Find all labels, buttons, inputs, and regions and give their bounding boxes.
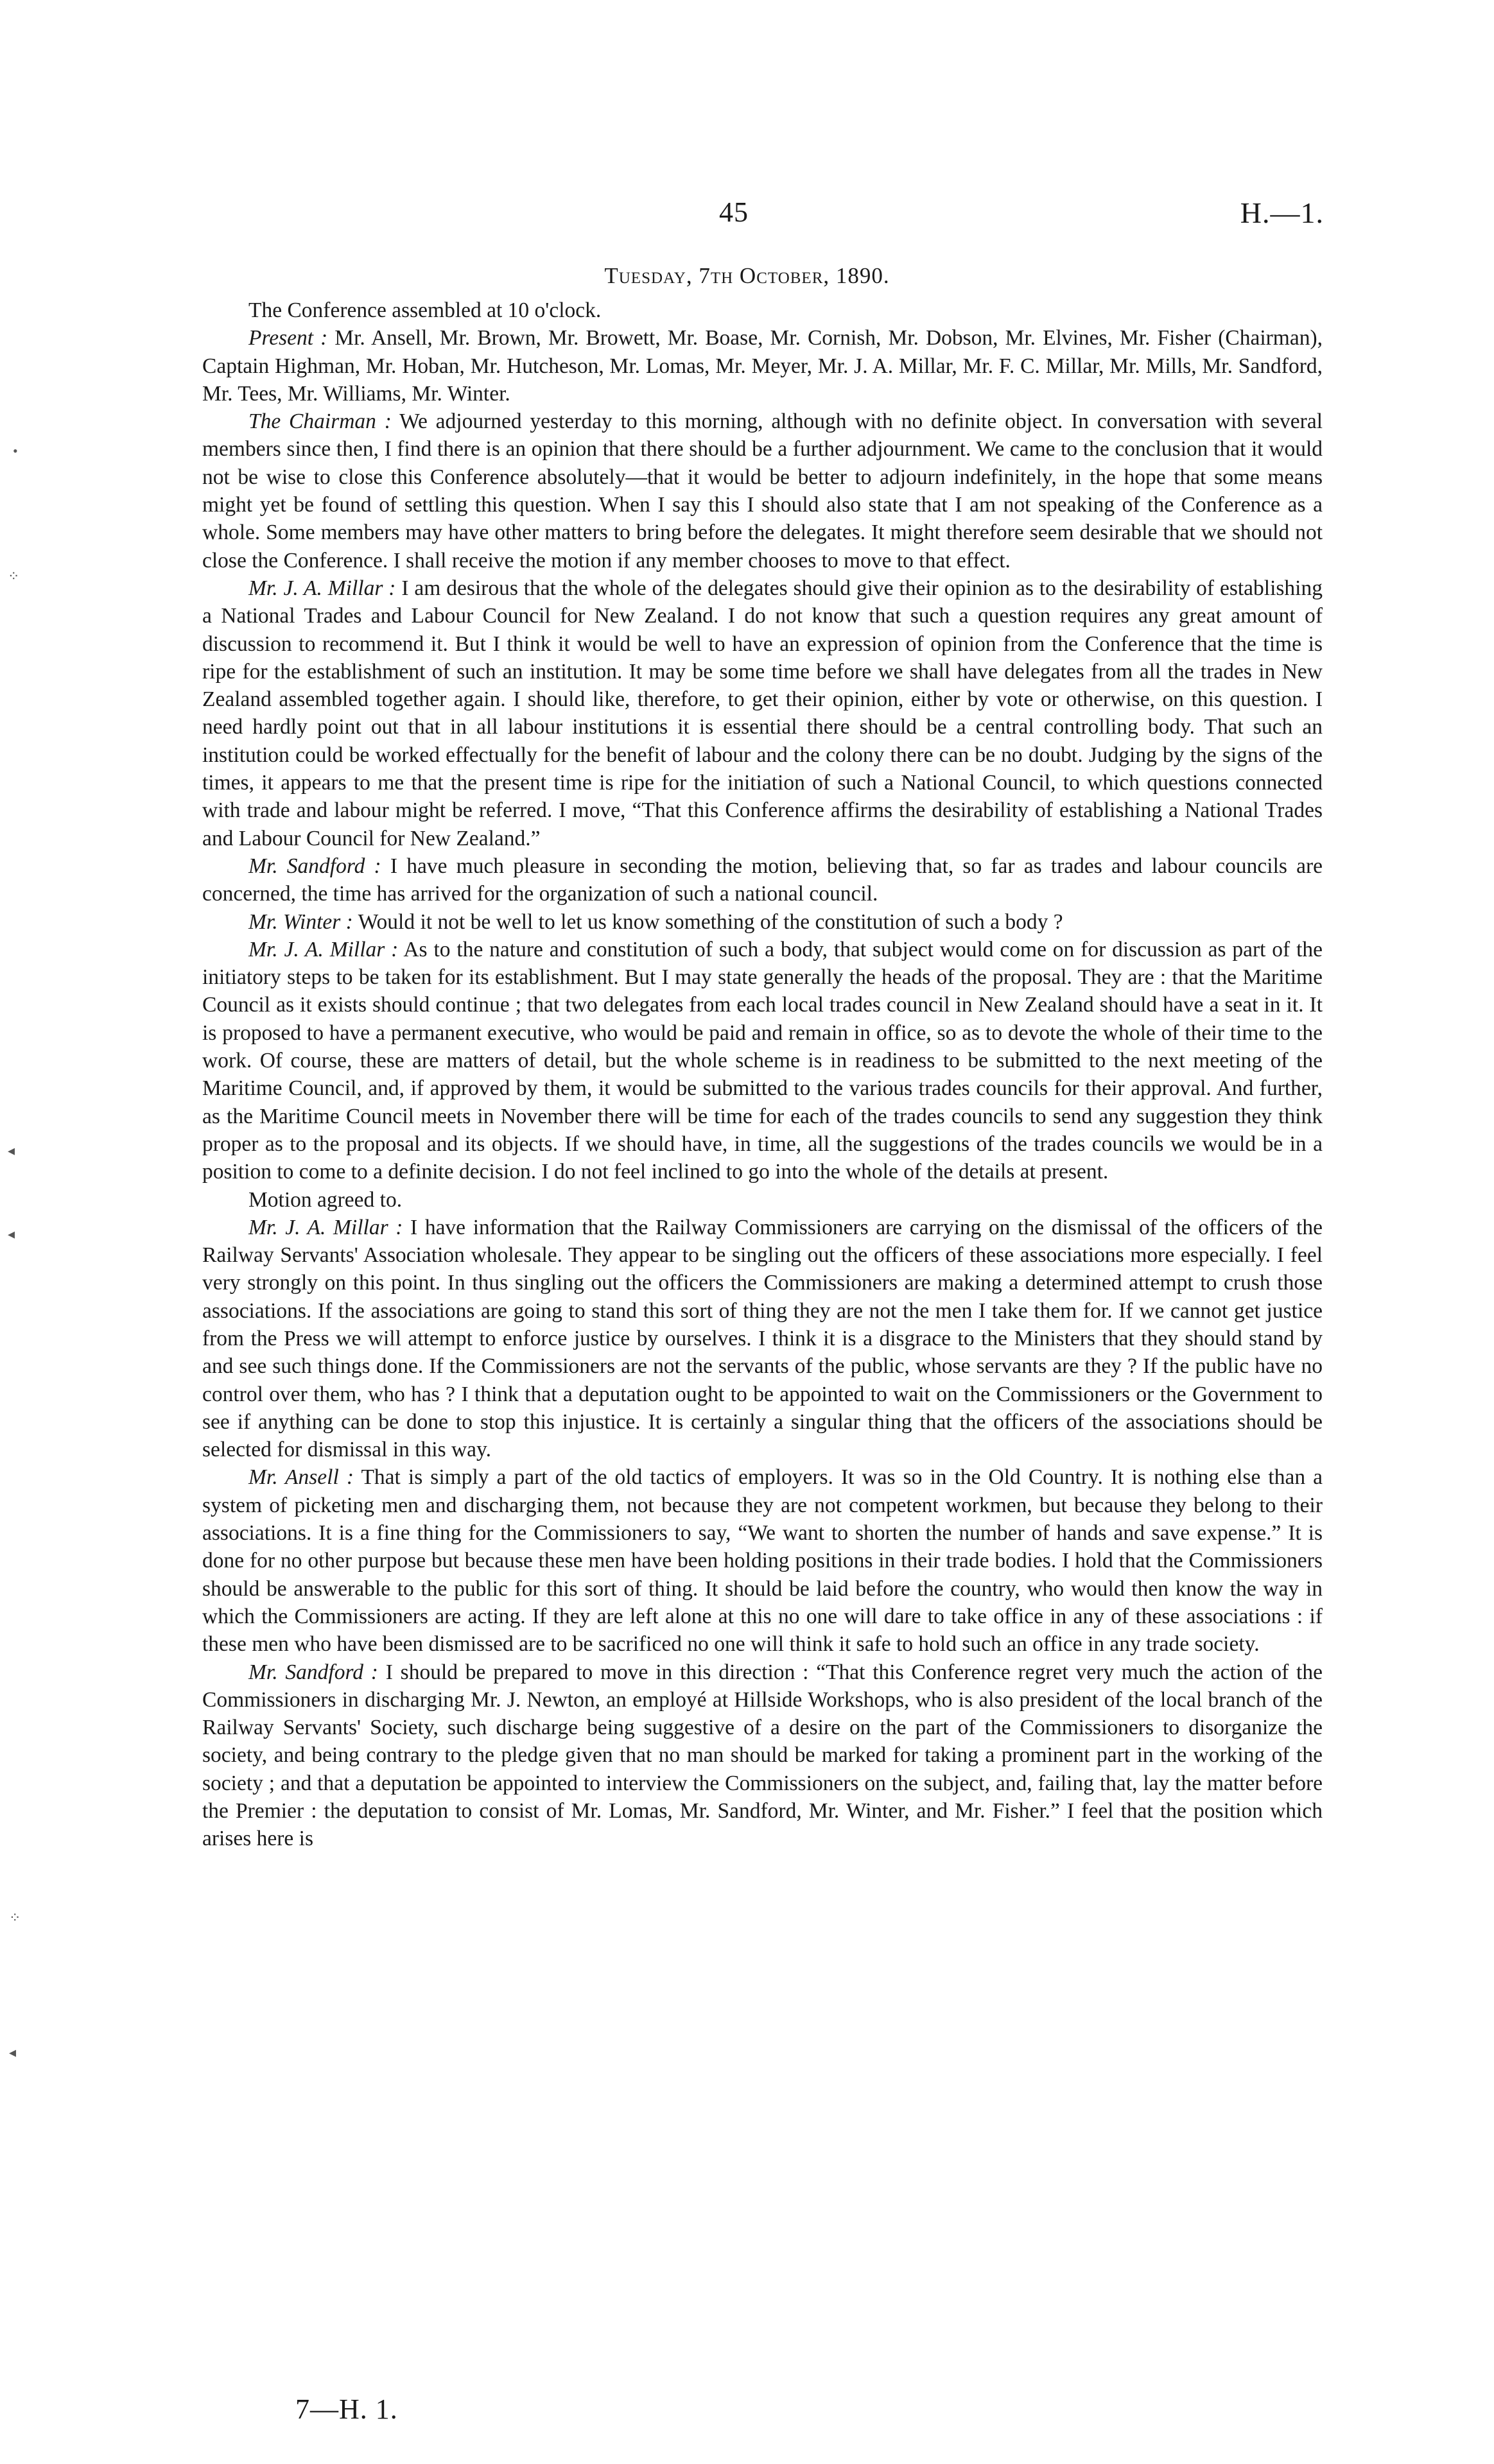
speaker-label: Mr. Winter :: [248, 909, 353, 934]
speaker-label: Mr. Ansell :: [248, 1465, 354, 1490]
paragraph-text: I have information that the Railway Commissioners are carrying on the dismissal of the officers of the Railway Servants' Association wholesale. They appear to be singling out the officers of these associations more especially. I feel very strongly on this point. In thus singling out the officers the Commissioners are making a determined attempt to crush those associations. If the associations are going to stand this sort of thing they are not the men I take them for. If we cannot get justice from the Press we will attempt to enforce justice by ourselves. I think it is a disgrace to the Ministers that they should stand by and see such things done. If the Commissioners are not the servants of the public, whose servants are they ? If the public have no control over them, who has ? I think that a deputation ought to be appointed to wait on the Commissioners or the Government to see if anything can be done to stop this injustice. It is certainly a singular thing that the officers of the associations should be selected for dismissal in this way.: [202, 1215, 1323, 1462]
speaker-label: Present :: [248, 326, 328, 350]
margin-scan-mark: ◂: [8, 1226, 15, 1242]
footer-signature-ref: 7—H. 1.: [295, 2393, 398, 2425]
paragraph-text: Would it not be well to let us know something of the constitution of such a body ?: [352, 909, 1063, 934]
margin-scan-mark: ⁘: [9, 1909, 21, 1926]
paragraph: [202, 852, 1323, 908]
speaker-label: Mr. Sandford :: [248, 1660, 378, 1684]
paragraph: [202, 1186, 1323, 1214]
paragraph-text: We adjourned yesterday to this morning, although with no definite object. In conversation with several members since then, I find there is an opinion that there should be a further adjournment. We came to the conclusion that it would not be wise to close this Conference absolutely—that it would be better to adjourn indefinitely, in the hope that some means might yet be found of settling this question. When I say this I should also state that I am not speaking of the Conference as a whole. Some members may have other matters to bring before the delegates. It might therefore seem desirable that we should not close the Conference. I shall receive the motion if any member chooses to move to that effect.: [202, 409, 1323, 573]
paragraph: [202, 908, 1323, 936]
margin-scan-mark: •: [13, 443, 18, 459]
speaker-label: Mr. J. A. Millar :: [248, 937, 399, 961]
paragraph-text: That is simply a part of the old tactics of employers. It was so in the Old Country. It is nothing else than a system of picketing men and discharging them, not because they are not competent workmen, but because they belong to their associations. It is a fine thing for the Commissioners to say, “We want to shorten the number of hands and save expense.” It is done for no other purpose but because these men have been holding positions in their trade bodies. I hold that the Commissioners should be answerable to the public for this sort of thing. It should be laid before the country, who would then know the way in which the Commissioners are acting. If they are left alone at this no one will dare to take office in any of these associations : if these men who have been dismissed are to be sacrificed no one will think it safe to hold such an office in any trade society.: [202, 1465, 1323, 1657]
margin-scan-mark: ◂: [8, 1142, 15, 1159]
paragraph: [202, 1214, 1323, 1464]
margin-scan-mark: ◂: [9, 2044, 17, 2060]
speaker-label: The Chairman :: [248, 409, 392, 434]
paragraph-text: The Conference assembled at 10 o'clock.: [248, 298, 602, 322]
paragraph: [202, 1658, 1323, 1853]
margin-scan-mark: ⁘: [8, 568, 20, 584]
paper-reference: H.—1.: [1240, 196, 1324, 229]
paragraph-text: I have much pleasure in seconding the motion, believing that, so far as trades and labour councils are concerned, the time has arrived for the organization of such a national council.: [202, 854, 1323, 906]
paragraph: [202, 324, 1323, 408]
paragraph: [202, 297, 1323, 324]
speaker-label: Mr. Sandford :: [248, 854, 381, 878]
page-number: 45: [719, 196, 749, 228]
paragraph-text: Motion agreed to.: [248, 1187, 403, 1212]
date-heading: Tuesday, 7th October, 1890.: [604, 263, 890, 288]
paragraph-text: I should be prepared to move in this direction : “That this Conference regret very much the action of the Commissioners in discharging Mr. J. Newton, an employé at Hillside Workshops, who is also president of the local branch of the Railway Servants' Society, such discharge being suggestive of a desire on the part of the Commissioners to disorganize the society, and being contrary to the pledge given that no man should be marked for taking a prominent part in the working of the society ; and that a deputation be appointed to interview the Commissioners on the subject, and, failing that, lay the matter before the Premier : the deputation to consist of Mr. Lomas, Mr. Sandford, Mr. Winter, and Mr. Fisher.” I feel that the position which arises here is: [202, 1660, 1323, 1851]
paragraph: [202, 408, 1323, 574]
paragraph: [202, 936, 1323, 1186]
paragraph: [202, 574, 1323, 852]
speaker-label: Mr. J. A. Millar :: [248, 576, 396, 600]
paragraph-text: I am desirous that the whole of the delegates should give their opinion as to the desirability of establishing a National Trades and Labour Council for New Zealand. I do not know that such a question requires any great amount of discussion to recommend it. But I think it would be well to have an expression of opinion from the Conference that the time is ripe for the establishment of such an institution. It may be some time before we shall have delegates from all the trades in New Zealand assembled together again. I should like, therefore, to get their opinion, either by vote or otherwise, on this question. I need hardly point out that in all labour institutions it is essential there should be a central controlling body. That such an institution could be worked effectually for the benefit of labour and the colony there can be no doubt. Judging by the signs of the times, it appears to me that the present time is ripe for the initiation of such a National Council, to which questions connected with trade and labour might be referred. I move, “That this Conference affirms the desirability of establishing a National Trades and Labour Council for New Zealand.”: [202, 576, 1323, 850]
paragraph: [202, 1463, 1323, 1658]
paragraph-text: As to the nature and constitution of such a body, that subject would come on for discussion as part of the initiatory steps to be taken for its establishment. But I may state generally the heads of the proposal. They are : that the Maritime Council as it exists should continue ; that two delegates from each local trades council in New Zealand should have a seat in it. It is proposed to have a permanent executive, who would be paid and remain in office, so as to devote the whole of their time to the work. Of course, these are matters of detail, but the whole scheme is in readiness to be submitted to the next meeting of the Maritime Council, and, if approved by them, it would be submitted to the various trades councils for their approval. And further, as the Maritime Council meets in November there will be time for each of the trades councils to send any suggestion they think proper as to the proposal and its objects. If we should have, in time, all the suggestions of the trades councils we would be in a position to come to a definite decision. I do not feel inclined to go into the whole of the details at present.: [202, 937, 1323, 1184]
paragraph-text: Mr. Ansell, Mr. Brown, Mr. Browett, Mr. Boase, Mr. Cornish, Mr. Dobson, Mr. Elvines, Mr. Fisher (Chairman), Captain Highman, Mr. Hoban, Mr. Hutcheson, Mr. Lomas, Mr. Meyer, Mr. J. A. Millar, Mr. F. C. Millar, Mr. Mills, Mr. Sandford, Mr. Tees, Mr. Williams, Mr. Winter.: [202, 326, 1323, 406]
body-text: [202, 297, 1323, 1853]
speaker-label: Mr. J. A. Millar :: [248, 1215, 403, 1239]
